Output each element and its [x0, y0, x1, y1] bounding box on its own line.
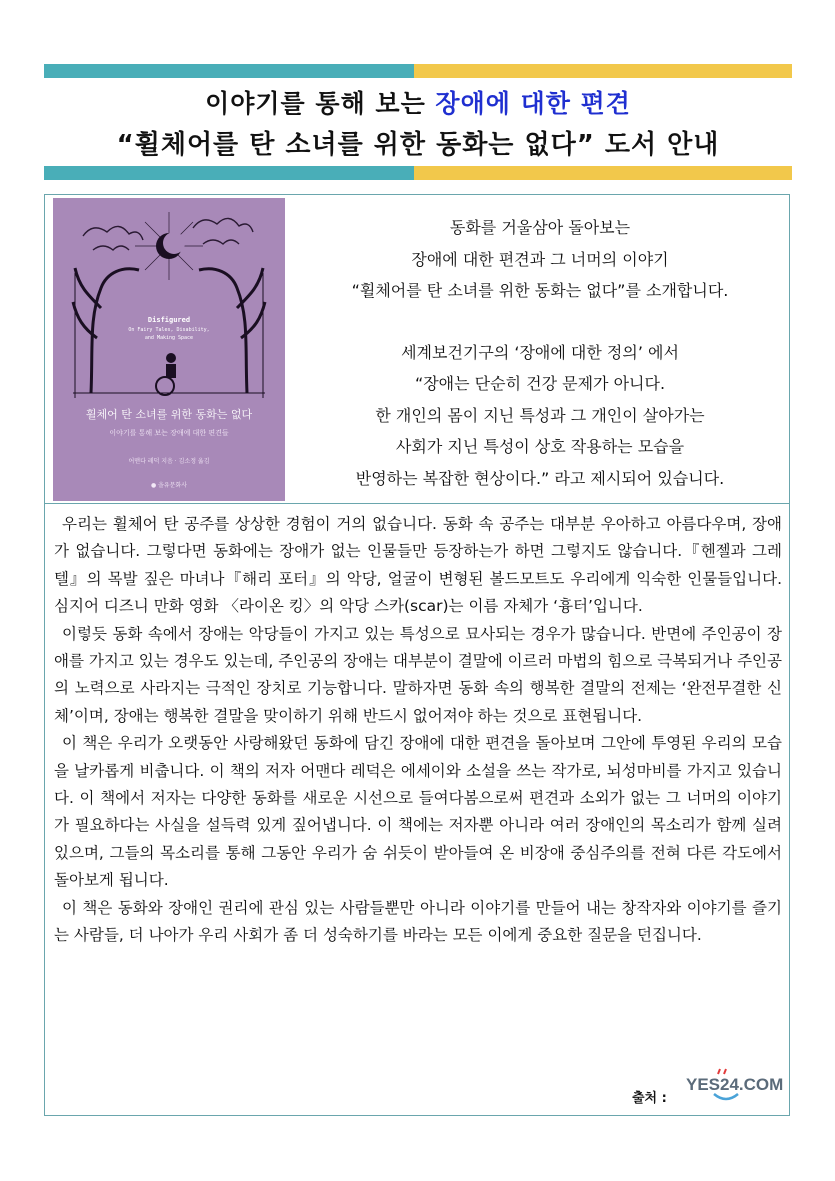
- body-paragraph: 이 책은 동화와 장애인 권리에 관심 있는 사람들뿐만 아니라 이야기를 만들어 내는 창작자와 이야기를 즐기는 사람들, 더 나아가 우리 사회가 좀 더 성숙하기를 바라는 모든 이에게 중요한 질문을 던집니다.: [54, 898, 782, 945]
- top-color-band: [44, 64, 792, 78]
- band-yellow-segment: [414, 64, 792, 78]
- cover-english-subtitle-1: On Fairy Tales, Disability,: [128, 327, 210, 333]
- band-teal-segment: [44, 166, 414, 180]
- intro-line: “휠체어를 탄 소녀를 위한 동화는 없다”를 소개합니다.: [351, 281, 729, 300]
- cover-publisher: ● 을유문화사: [150, 482, 188, 489]
- body-paragraph: 이렇듯 동화 속에서 장애는 악당들이 가지고 있는 특성으로 묘사되는 경우가 많습니다. 반면에 주인공이 장애를 가지고 있는 경우도 있는데, 주인공의 장애는 대부분이 결말에 이르러 마법의 힘으로 극복되거나 주인공의 노력으로 사라지는 극적인 장치로 기능합니다. 말하자면 동화 속의 행복한 결말의 전제는 ‘완전무결한 신체’이며, 장애는 행복한 결말을 맞이하기 위해 반드시 없어져야 하는 것으로 표현됩니다.: [54, 624, 782, 725]
- cover-english-title: Disfigured: [147, 316, 191, 324]
- title-prefix: 이야기를 통해 보는: [205, 89, 436, 118]
- cover-korean-title: 휠체어 탄 소녀를 위한 동화는 없다: [85, 408, 253, 421]
- yes24-logo-icon: [684, 1066, 784, 1106]
- book-cover-image: [53, 198, 285, 501]
- band-teal-segment: [44, 64, 414, 78]
- intro-line: 동화를 거울삼아 돌아보는: [449, 218, 631, 237]
- section-divider: [44, 503, 790, 504]
- body-paragraph: 이 책은 우리가 오랫동안 사랑해왔던 동화에 담긴 장애에 대한 편견을 돌아보며 그안에 투영된 우리의 모습을 날카롭게 비춥니다. 이 책의 저자 어맨다 레덕은 에세이와 소설을 쓰는 작가로, 뇌성마비를 가지고 있습니다. 이 책에서 저자는 다양한 동화를 새로운 시선으로 들여다봄으로써 편견과 소외가 없는 그 너머의 이야기가 필요하다는 사실을 설득력 있게 짚어냅니다. 이 책에는 저자뿐 아니라 여러 장애인의 목소리가 함께 실려 있으며, 그들의 목소리를 통해 그동안 우리가 숨 쉬듯이 받아들여 온 비장애 중심주의를 전혀 다른 각도에서 돌아보게 됩니다.: [54, 734, 782, 890]
- intro-line: 장애에 대한 편견과 그 너머의 이야기: [411, 249, 669, 269]
- intro-line: 사회가 지닌 특성이 상호 작용하는 모습을: [395, 437, 685, 456]
- band-yellow-segment: [414, 166, 792, 180]
- intro-line: 세계보건기구의 ‘장애에 대한 정의’ 에서: [401, 342, 679, 362]
- intro-line: “장애는 단순히 건강 문제가 아니다.: [414, 374, 666, 393]
- body-paragraph: 우리는 휠체어 탄 공주를 상상한 경험이 거의 없습니다. 동화 속 공주는 대부분 우아하고 아름다우며, 장애가 없습니다. 그렇다면 동화에는 장애가 없는 인물들만 등장하는가 하면 그렇지도 않습니다.『헨젤과 그레텔』의 목발 짚은 마녀나『해리 포터』의 악당, 얼굴이 변형된 볼드모트도 우리에게 익숙한 인물들입니다. 심지어 디즈니 만화 영화 〈라이온 킹〉의 악당 스카(scar)는 이름 자체가 ‘흉터’입니다.: [54, 515, 782, 616]
- yes24-logo: [684, 1066, 784, 1106]
- bottom-color-band: [44, 166, 792, 180]
- svg-text:YES24.COM: YES24.COM: [686, 1075, 784, 1094]
- intro-line: 반영하는 복잡한 현상이다.” 라고 제시되어 있습니다.: [355, 468, 725, 488]
- title-highlight: 장애에 대한 편견: [435, 89, 631, 118]
- cover-english-subtitle-2: and Making Space: [144, 335, 194, 341]
- cover-authors: 어맨다 레덕 지음 · 김소정 옮김: [128, 458, 210, 465]
- body-text: [54, 511, 782, 950]
- intro-line: 한 개인의 몸이 지닌 특성과 그 개인이 살아가는: [375, 405, 705, 425]
- intro-text: [300, 212, 780, 494]
- page-title-line1: [44, 84, 792, 120]
- page-title-line2: “휠체어를 탄 소녀를 위한 동화는 없다” 도서 안내: [116, 130, 720, 160]
- source-label: 출처 :: [632, 1091, 667, 1106]
- cover-korean-subtitle: 이야기를 통해 보는 장애에 대한 편견들: [109, 429, 229, 437]
